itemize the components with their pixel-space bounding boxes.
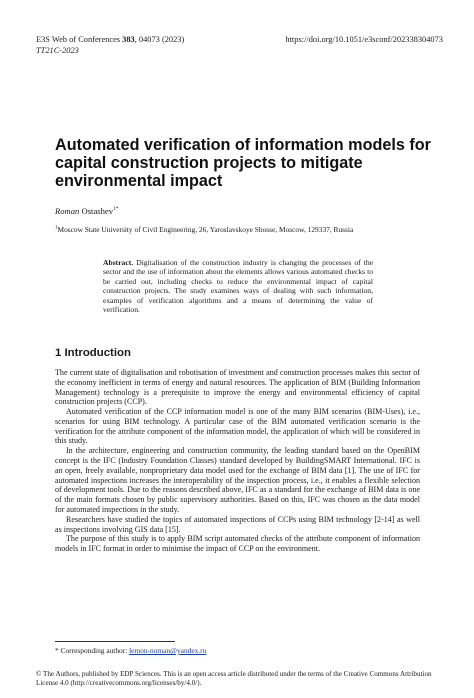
journal-volume: 383 (122, 35, 135, 44)
email-link[interactable]: lemon-noman@yandex.ru (129, 646, 207, 655)
affiliation (55, 225, 353, 234)
footnote (55, 646, 206, 655)
author-superscript: 1* (113, 206, 119, 213)
abstract-text: Digitalisation of the construction industry is changing the processes of the sector and the use of information about the elements allows various automated checks to be carried out, including checks to reduce the environmental impact of capital construction projects. The study examines ways of dealing with such information, examples of verification algorithms and a means of determining the value of verification. (103, 258, 373, 315)
author-last-name: Ostashev (79, 206, 114, 216)
journal-name: E3S Web of Conferences (36, 35, 123, 44)
conference-label: TT21C-2023 (36, 46, 79, 55)
affiliation-superscript: 1 (55, 225, 58, 231)
paragraph: The purpose of this study is to apply BIM script automated checks of the attribute component of information models in IFC format in order to minimise the impact of CCP on the environment. (55, 534, 420, 554)
abstract (103, 258, 373, 314)
author-first-name: Roman (55, 206, 80, 216)
abstract-label: Abstract. (103, 258, 134, 267)
journal-article-number: , 04073 (2023) (134, 35, 185, 44)
paper-title: Automated verification of information models for capital construction projects to mitigate environmental impact (55, 136, 431, 190)
paragraph: Researchers have studied the topics of automated inspections of CCPs using BIM technology [2-14] as well as inspections involving GIS data [15]. (55, 514, 420, 534)
paragraph: In the architecture, engineering and construction community, the leading standard based on the OpenBIM concept is the IFC (Industry Foundation Classes) standard developed by BuildingSMART International. IFC is an open, freely available, nonproprietary data model used for the exchange of BIM data [1]. The use of IFC for automated inspections increases the interoperability of the inspection process, i.e., it enables a flexible selection of development tools. Due to the reasons described above, IFC as a standard for the exchange of BIM data is one of the main formats chosen by public supervisory authorities. Based on this, IFC was chosen as the data model for automated inspections in the study. (55, 446, 420, 514)
section-body (55, 368, 420, 554)
section-heading: 1 Introduction (55, 347, 131, 359)
copyright-notice: © The Authors, published by EDP Sciences. This is an open access article distributed under the terms of the Creative Commons Attribution License 4.0 (http://creativecommons.org/licenses/by/4.0/). (36, 670, 432, 687)
paragraph: The current state of digitalisation and robotisation of investment and construction processes makes this sector of the economy inefficient in terms of energy and natural resources. The application of BIM (Building Information Management) technology is a prerequisite to improve the energy and environmental efficiency of capital construction projects (CCP). (55, 368, 420, 407)
footnote-divider (55, 641, 175, 642)
footnote-label: * Corresponding author: (55, 646, 130, 655)
paragraph: Automated verification of the CCP information model is one of the many BIM scenarios (BIM-Uses), i.e., scenarios for using BIM technology. A particular case of the BIM automated verification scenario is the verification for the attribute component of the information model, the application of which will be considered in this study. (55, 407, 420, 446)
author-line (55, 206, 119, 216)
journal-citation (36, 34, 184, 45)
affiliation-text: Moscow State University of Civil Engineering, 26, Yaroslavskoye Shosse, Moscow, 129337, Russia (57, 225, 354, 234)
doi-link[interactable]: https://doi.org/10.1051/e3sconf/202338304073 (285, 35, 443, 44)
